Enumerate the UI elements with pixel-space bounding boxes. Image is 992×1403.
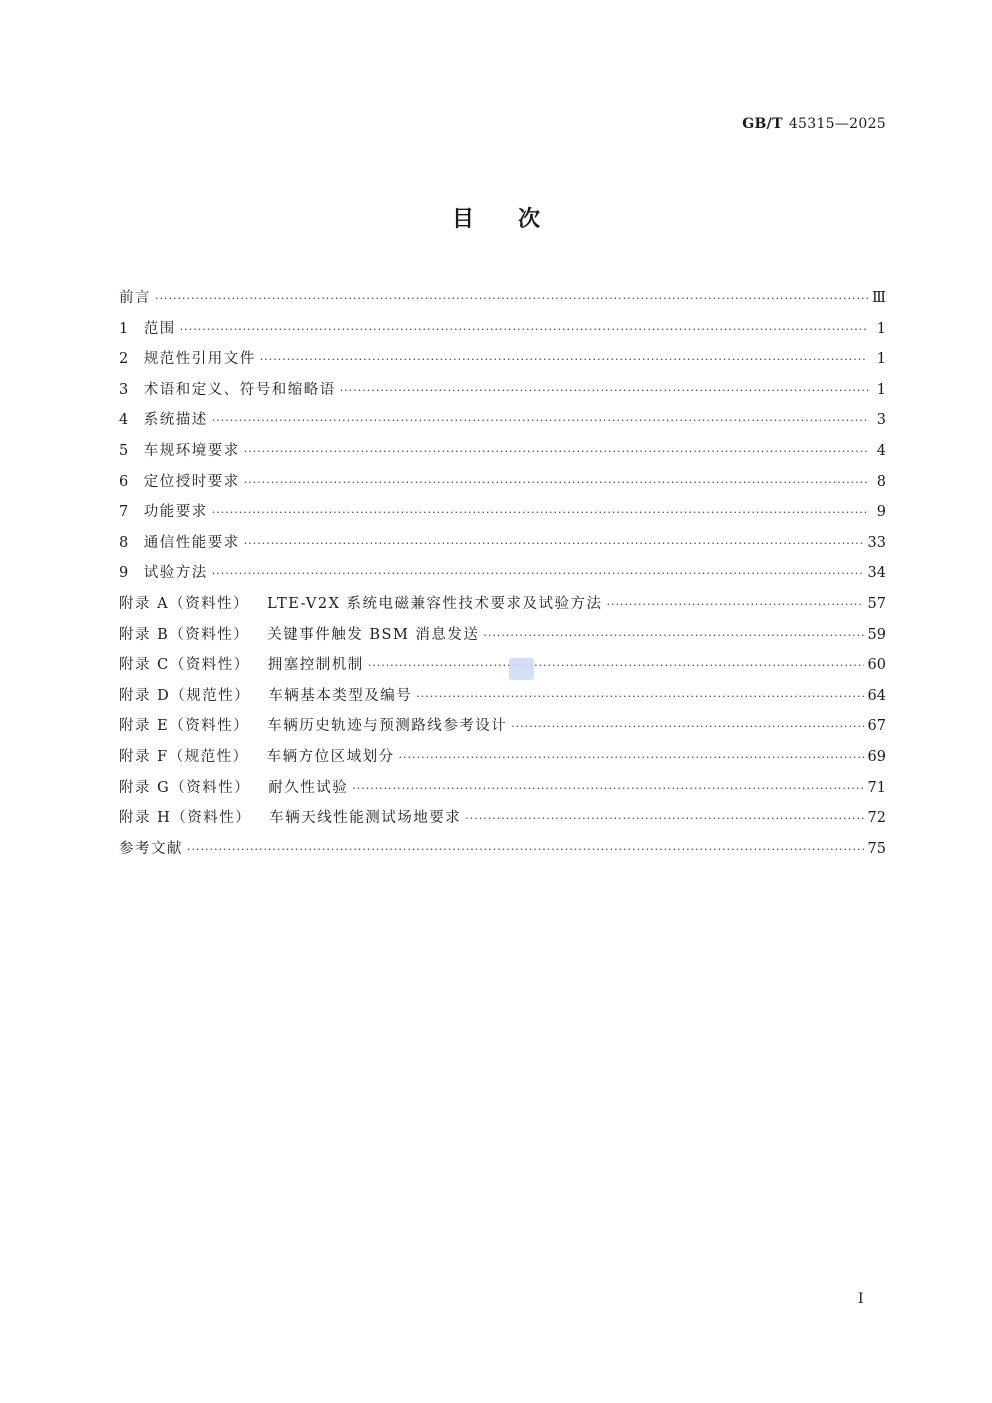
toc-entry-number: 1 xyxy=(119,320,130,337)
toc-list xyxy=(119,283,886,864)
toc-entry-number: 6 xyxy=(119,473,130,490)
toc-entry-label-group xyxy=(119,467,240,498)
toc-dot-leader xyxy=(416,682,863,712)
toc-entry[interactable] xyxy=(119,283,886,314)
toc-entry[interactable] xyxy=(119,773,886,804)
toc-entry-label-group xyxy=(119,314,176,345)
toc-entry-number: 2 xyxy=(119,351,130,368)
toc-entry-page: 1 xyxy=(876,381,886,398)
toc-entry-page: 67 xyxy=(867,718,886,735)
watermark-stamp xyxy=(509,658,534,680)
toc-entry-label-group xyxy=(119,497,208,528)
toc-entry-page: 1 xyxy=(876,351,886,368)
toc-dot-leader xyxy=(212,406,868,436)
toc-entry-title: 耐久性试验 xyxy=(268,779,349,796)
toc-entry[interactable] xyxy=(119,681,886,712)
standard-code xyxy=(742,116,886,132)
toc-entry-page: 3 xyxy=(876,412,886,429)
toc-entry[interactable] xyxy=(119,436,886,467)
toc-entry-number: 9 xyxy=(119,565,130,582)
toc-entry-page: 75 xyxy=(867,840,886,857)
toc-dot-leader xyxy=(511,712,863,742)
toc-entry-page: 4 xyxy=(876,442,886,459)
standard-number: 45315—2025 xyxy=(788,116,886,132)
toc-entry-title: 拥塞控制机制 xyxy=(267,657,364,674)
toc-title: 目次 xyxy=(451,206,584,232)
toc-entry[interactable] xyxy=(119,620,886,651)
toc-entry-page: 64 xyxy=(867,687,886,704)
toc-dot-leader xyxy=(340,376,868,406)
toc-entry-title: 试验方法 xyxy=(143,565,208,582)
toc-entry-title: 前言 xyxy=(119,290,151,306)
toc-dot-leader xyxy=(483,621,863,651)
toc-dot-leader xyxy=(187,835,864,865)
toc-entry-number: 3 xyxy=(119,381,130,398)
toc-entry[interactable] xyxy=(119,558,886,589)
standard-prefix: GB/T xyxy=(742,116,783,132)
toc-entry[interactable] xyxy=(119,497,886,528)
toc-entry-number: 附录 F（规范性） xyxy=(119,748,249,765)
toc-entry-page: 34 xyxy=(867,565,886,582)
toc-entry-page: 9 xyxy=(876,504,886,521)
toc-entry-title: 规范性引用文件 xyxy=(143,351,256,368)
toc-dot-leader xyxy=(212,559,864,589)
toc-entry-label-group xyxy=(119,405,208,436)
toc-entry[interactable] xyxy=(119,711,886,742)
toc-entry-title: 功能要求 xyxy=(143,504,208,521)
toc-entry-title: 术语和定义、符号和缩略语 xyxy=(143,381,336,398)
toc-entry-label-group xyxy=(119,528,240,559)
toc-entry[interactable] xyxy=(119,344,886,375)
toc-entry[interactable] xyxy=(119,650,886,681)
toc-entry-label-group xyxy=(119,773,348,804)
toc-dot-leader xyxy=(399,743,864,773)
toc-entry[interactable] xyxy=(119,375,886,406)
toc-entry-label-group xyxy=(119,650,364,681)
toc-entry-page: 71 xyxy=(867,779,886,796)
toc-entry-title: 参考文献 xyxy=(119,840,183,857)
toc-entry-label-group xyxy=(119,711,507,742)
toc-entry-page: 8 xyxy=(876,473,886,490)
toc-entry-number: 7 xyxy=(119,504,130,521)
toc-dot-leader xyxy=(180,315,868,345)
toc-dot-leader xyxy=(212,498,868,528)
toc-entry-number: 附录 C（资料性） xyxy=(119,657,250,674)
toc-dot-leader xyxy=(368,651,864,681)
toc-entry-title: 系统描述 xyxy=(143,412,208,429)
toc-entry-number: 5 xyxy=(119,442,130,459)
toc-entry-number: 附录 D（规范性） xyxy=(119,687,251,704)
toc-entry-label-group xyxy=(119,344,256,375)
toc-dot-leader xyxy=(244,437,868,467)
toc-entry-page: Ⅲ xyxy=(872,290,886,306)
toc-entry-page: 33 xyxy=(867,534,886,551)
page-number: I xyxy=(858,1291,864,1307)
toc-entry-title: 车规环境要求 xyxy=(143,442,240,459)
toc-entry-number: 4 xyxy=(119,412,130,429)
toc-entry-number: 附录 H（资料性） xyxy=(119,810,252,827)
toc-entry-title: 关键事件触发 BSM 消息发送 xyxy=(267,626,480,643)
toc-entry-number: 附录 A（资料性） xyxy=(119,595,250,612)
toc-entry[interactable] xyxy=(119,803,886,834)
toc-entry-title: 车辆历史轨迹与预测路线参考设计 xyxy=(267,718,508,735)
toc-entry[interactable] xyxy=(119,314,886,345)
toc-entry[interactable] xyxy=(119,405,886,436)
toc-entry-label-group xyxy=(119,834,183,865)
toc-entry[interactable] xyxy=(119,467,886,498)
toc-entry-title: LTE-V2X 系统电磁兼容性技术要求及试验方法 xyxy=(267,595,603,612)
toc-entry-label-group xyxy=(119,620,479,651)
toc-entry-label-group xyxy=(119,803,461,834)
toc-entry-label-group xyxy=(119,681,412,712)
toc-entry-title: 通信性能要求 xyxy=(143,534,240,551)
toc-entry-number: 附录 B（资料性） xyxy=(119,626,250,643)
toc-entry-label-group xyxy=(119,283,151,314)
toc-entry[interactable] xyxy=(119,834,886,865)
toc-entry-number: 附录 G（资料性） xyxy=(119,779,251,796)
toc-dot-leader xyxy=(260,345,868,375)
toc-entry-title: 车辆天线性能测试场地要求 xyxy=(269,810,462,827)
toc-entry-page: 59 xyxy=(867,626,886,643)
toc-entry-title: 范围 xyxy=(143,320,176,337)
toc-entry-number: 附录 E（资料性） xyxy=(119,718,250,735)
toc-entry-page: 1 xyxy=(876,320,886,337)
toc-entry-page: 57 xyxy=(867,595,886,612)
toc-dot-leader xyxy=(244,529,864,559)
toc-entry-label-group xyxy=(119,375,336,406)
toc-entry-title: 车辆基本类型及编号 xyxy=(268,687,413,704)
toc-entry-page: 72 xyxy=(867,810,886,827)
toc-entry-label-group xyxy=(119,558,208,589)
toc-entry[interactable] xyxy=(119,589,886,620)
toc-entry-page: 69 xyxy=(867,748,886,765)
toc-entry-number: 8 xyxy=(119,534,130,551)
toc-entry-label-group xyxy=(119,589,603,620)
toc-dot-leader xyxy=(352,774,863,804)
toc-entry[interactable] xyxy=(119,528,886,559)
toc-dot-leader xyxy=(155,284,868,314)
toc-entry-page: 60 xyxy=(867,657,886,674)
toc-entry-label-group xyxy=(119,742,395,773)
toc-entry-label-group xyxy=(119,436,240,467)
toc-dot-leader xyxy=(607,590,864,620)
toc-dot-leader xyxy=(244,468,868,498)
toc-entry-title: 定位授时要求 xyxy=(143,473,240,490)
toc-dot-leader xyxy=(465,804,863,834)
toc-entry[interactable] xyxy=(119,742,886,773)
toc-entry-title: 车辆方位区域划分 xyxy=(266,748,395,765)
